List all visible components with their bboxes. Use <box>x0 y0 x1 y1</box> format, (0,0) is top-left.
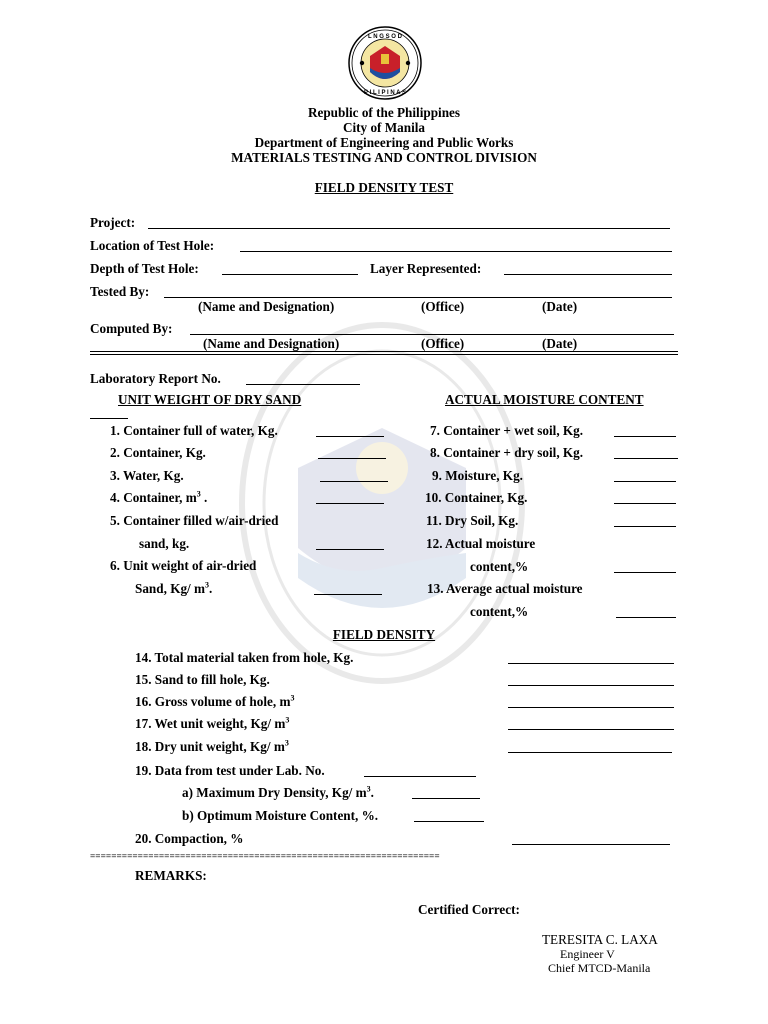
item-2-label: 2. Container, Kg. <box>110 445 206 460</box>
item-7-field[interactable] <box>614 436 676 437</box>
item-9-field[interactable] <box>614 481 676 482</box>
svg-text:L N G S O D: L N G S O D <box>368 34 402 40</box>
computed-name-caption: (Name and Designation) <box>203 336 340 351</box>
computed-date-caption: (Date) <box>542 336 578 351</box>
item-4-field[interactable] <box>316 503 384 504</box>
location-label: Location of Test Hole: <box>90 238 215 253</box>
item-12-field[interactable] <box>614 572 676 573</box>
remarks-label: REMARKS: <box>135 868 207 883</box>
layer-field[interactable] <box>504 274 672 275</box>
computed-office-caption: (Office) <box>421 336 465 351</box>
header-department: Department of Engineering and Public Works <box>254 135 514 150</box>
city-seal-icon <box>348 26 422 100</box>
item-3-field[interactable] <box>320 481 388 482</box>
item-8-field[interactable] <box>614 458 678 459</box>
item-10-field[interactable] <box>614 503 676 504</box>
item-12-label: 12. Actual moisture <box>426 536 536 551</box>
depth-label: Depth of Test Hole: <box>90 261 199 276</box>
double-rule-separator: ================================================================== <box>90 853 440 862</box>
item-13-label-cont: content,% <box>470 604 529 619</box>
signatory-name: TERESITA C. LAXA <box>542 932 658 947</box>
certified-label: Certified Correct: <box>418 902 520 917</box>
item-10-label: 10. Container, Kg. <box>425 490 528 505</box>
item-19a-field[interactable] <box>412 798 480 799</box>
item-19b-label: b) Optimum Moisture Content, %. <box>182 808 379 823</box>
item-16-field[interactable] <box>508 707 674 708</box>
item-6-label-cont: Sand, Kg/ $m^3$. <box>135 580 213 596</box>
item-14-label: 14. Total material taken from hole, Kg. <box>135 650 354 665</box>
item-12-label-cont: content,% <box>470 559 529 574</box>
item-5-field[interactable] <box>316 549 384 550</box>
item-1-label: 1. Container full of water, Kg. <box>110 423 278 438</box>
lab-report-field[interactable] <box>246 384 360 385</box>
field-density-heading: FIELD DENSITY <box>332 627 436 642</box>
page-title: FIELD DENSITY TEST <box>314 180 454 195</box>
computed-by-field[interactable] <box>190 334 674 335</box>
item-4-label: 4. Container, $m^3$ . <box>110 489 208 505</box>
header-division: MATERIALS TESTING AND CONTROL DIVISION <box>231 150 537 165</box>
header-republic: Republic of the Philippines <box>307 105 461 120</box>
project-label: Project: <box>90 215 136 230</box>
tested-name-caption: (Name and Designation) <box>198 299 335 314</box>
lab-report-label: Laboratory Report No. <box>90 371 221 386</box>
unit-weight-heading: UNIT WEIGHT OF DRY SAND <box>118 392 302 407</box>
item-13-label: 13. Average actual moisture <box>427 581 583 596</box>
item-19-field[interactable] <box>364 776 476 777</box>
item-9-label: 9. Moisture, Kg. <box>432 468 523 483</box>
item-15-label: 15. Sand to fill hole, Kg. <box>135 672 270 687</box>
item-1-field[interactable] <box>316 436 384 437</box>
item-20-field[interactable] <box>512 844 670 845</box>
tested-by-label: Tested By: <box>90 284 150 299</box>
svg-text:P I L I P I N A S: P I L I P I N A S <box>364 90 406 96</box>
item-19a-label: a) Maximum Dry Density, Kg/ $m^3$. <box>182 784 374 800</box>
item-2-field[interactable] <box>318 458 386 459</box>
project-field[interactable] <box>148 228 670 229</box>
item-15-field[interactable] <box>508 685 674 686</box>
header-city: City of Manila <box>342 120 426 135</box>
item-6-field[interactable] <box>314 594 382 595</box>
item-14-field[interactable] <box>508 663 674 664</box>
tested-date-caption: (Date) <box>542 299 578 314</box>
item-6-label: 6. Unit weight of air-dried <box>110 558 257 573</box>
item-13-field[interactable] <box>616 617 676 618</box>
tested-by-field[interactable] <box>164 297 672 298</box>
short-rule <box>90 418 128 419</box>
item-18-field[interactable] <box>508 752 672 753</box>
item-11-label: 11. Dry Soil, Kg. <box>426 513 519 528</box>
item-19b-field[interactable] <box>414 821 484 822</box>
item-11-field[interactable] <box>614 526 676 527</box>
signatory-title: Engineer V <box>560 947 615 961</box>
computed-by-label: Computed By: <box>90 321 173 336</box>
item-7-label: 7. Container + wet soil, Kg. <box>430 423 584 438</box>
item-5-label: 5. Container filled w/air-dried <box>110 513 279 528</box>
depth-field[interactable] <box>222 274 358 275</box>
item-3-label: 3. Water, Kg. <box>110 468 184 483</box>
signatory-position: Chief MTCD-Manila <box>548 961 651 975</box>
layer-label: Layer Represented: <box>370 261 482 276</box>
item-20-label: 20. Compaction, % <box>135 831 244 846</box>
item-17-label: 17. Wet unit weight, Kg/ $m^3$ <box>135 715 290 731</box>
item-5-label-cont: sand, kg. <box>139 536 190 551</box>
item-18-label: 18. Dry unit weight, Kg/ $m^3$ <box>135 738 289 754</box>
item-16-label: 16. Gross volume of hole, $m^3$ <box>135 693 295 709</box>
item-17-field[interactable] <box>508 729 674 730</box>
item-8-label: 8. Container + dry soil, Kg. <box>430 445 584 460</box>
moisture-heading: ACTUAL MOISTURE CONTENT <box>445 392 644 407</box>
item-19-label: 19. Data from test under Lab. No. <box>135 763 325 778</box>
location-field[interactable] <box>240 251 672 252</box>
tested-office-caption: (Office) <box>421 299 465 314</box>
section-divider <box>90 351 678 355</box>
